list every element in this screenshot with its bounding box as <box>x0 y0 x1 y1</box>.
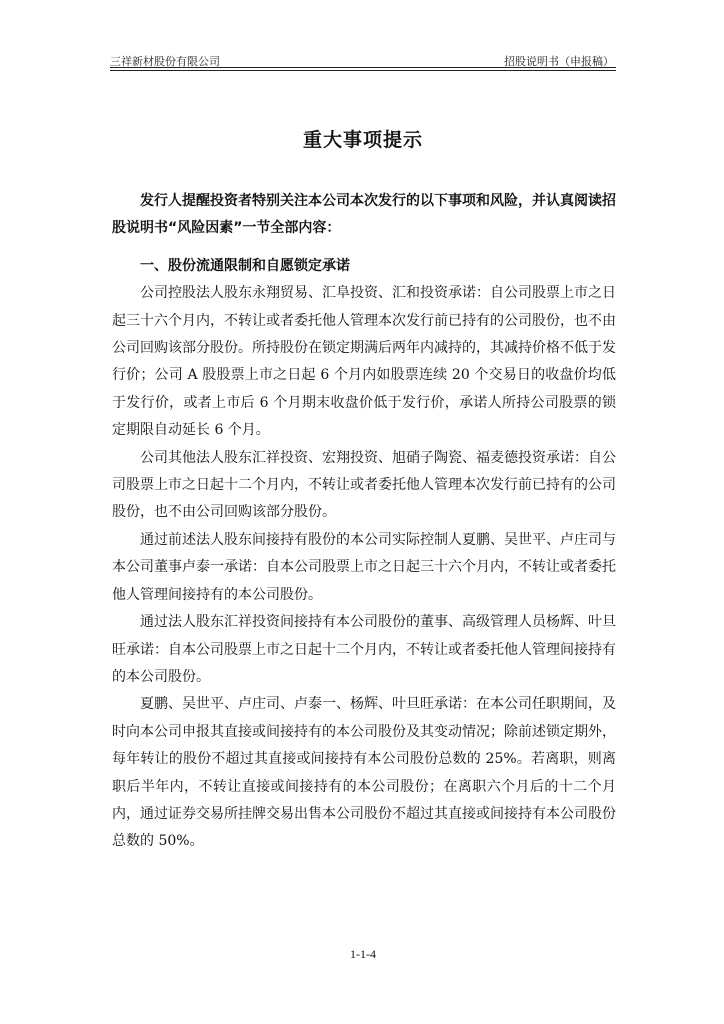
document-body <box>112 188 616 856</box>
body-paragraph: 夏鹏、吴世平、卢庄司、卢泰一、杨辉、叶旦旺承诺：在本公司任职期间，及时向本公司申报其直接或间接持有的本公司股份及其变动情况；除前述锁定期外，每年转让的股份不超过其直接或间接持有本公司股份总数的 25%。若离职，则离职后半年内，不转让直接或间接持有的本公司股份；在离职六个月后的十二个月内，通过证券交易所挂牌交易出售本公司股份不超过其直接或间接持有本公司股份总数的 50%。 <box>112 696 616 850</box>
header-company-name: 三祥新材股份有限公司 <box>110 55 220 68</box>
page-title: 重大事项提示 <box>302 129 423 151</box>
body-paragraph: 公司控股法人股东永翔贸易、汇阜投资、汇和投资承诺：自公司股票上市之日起三十六个月内，不转让或者委托他人管理本次发行前已持有的公司股份，也不由公司回购该部分股份。所持股份在锁定期满后两年内减持的，其减持价格不低于发行价；公司 A 股股票上市之日起 6 个月内如股票连续 20 个交易日的收盘价均低于发行价，或者上市后 6 个月期末收盘价低于发行价，承诺人所持公司股票的锁定期限自动延长 6 个月。 <box>112 285 616 439</box>
body-paragraph: 通过法人股东汇祥投资间接持有本公司股份的董事、高级管理人员杨辉、叶旦旺承诺：自本公司股票上市之日起十二个月内，不转让或者委托他人管理间接持有的本公司股份。 <box>112 614 616 685</box>
body-paragraph: 公司其他法人股东汇祥投资、宏翔投资、旭硝子陶瓷、福麦德投资承诺：自公司股票上市之日起十二个月内，不转让或者委托他人管理本次发行前已持有的公司股份，也不由公司回购该部分股份。 <box>112 449 616 521</box>
header-divider-thick <box>110 67 616 68</box>
header-divider-thin <box>110 70 616 71</box>
intro-paragraph: 发行人提醒投资者特别关注本公司本次发行的以下事项和风险，并认真阅读招股说明书“风险因素”一节全部内容： <box>112 193 616 237</box>
body-paragraph: 通过前述法人股东间接持有股份的本公司实际控制人夏鹏、吴世平、卢庄司与本公司董事卢泰一承诺：自本公司股票上市之日起三十六个月内，不转让或者委托他人管理间接持有的本公司股份。 <box>112 531 616 603</box>
section-heading: 一、股份流通限制和自愿锁定承诺 <box>140 257 350 274</box>
page-header <box>110 50 616 68</box>
page-number: 1-1-4 <box>350 947 376 961</box>
header-document-type: 招股说明书（申报稿） <box>504 55 614 68</box>
